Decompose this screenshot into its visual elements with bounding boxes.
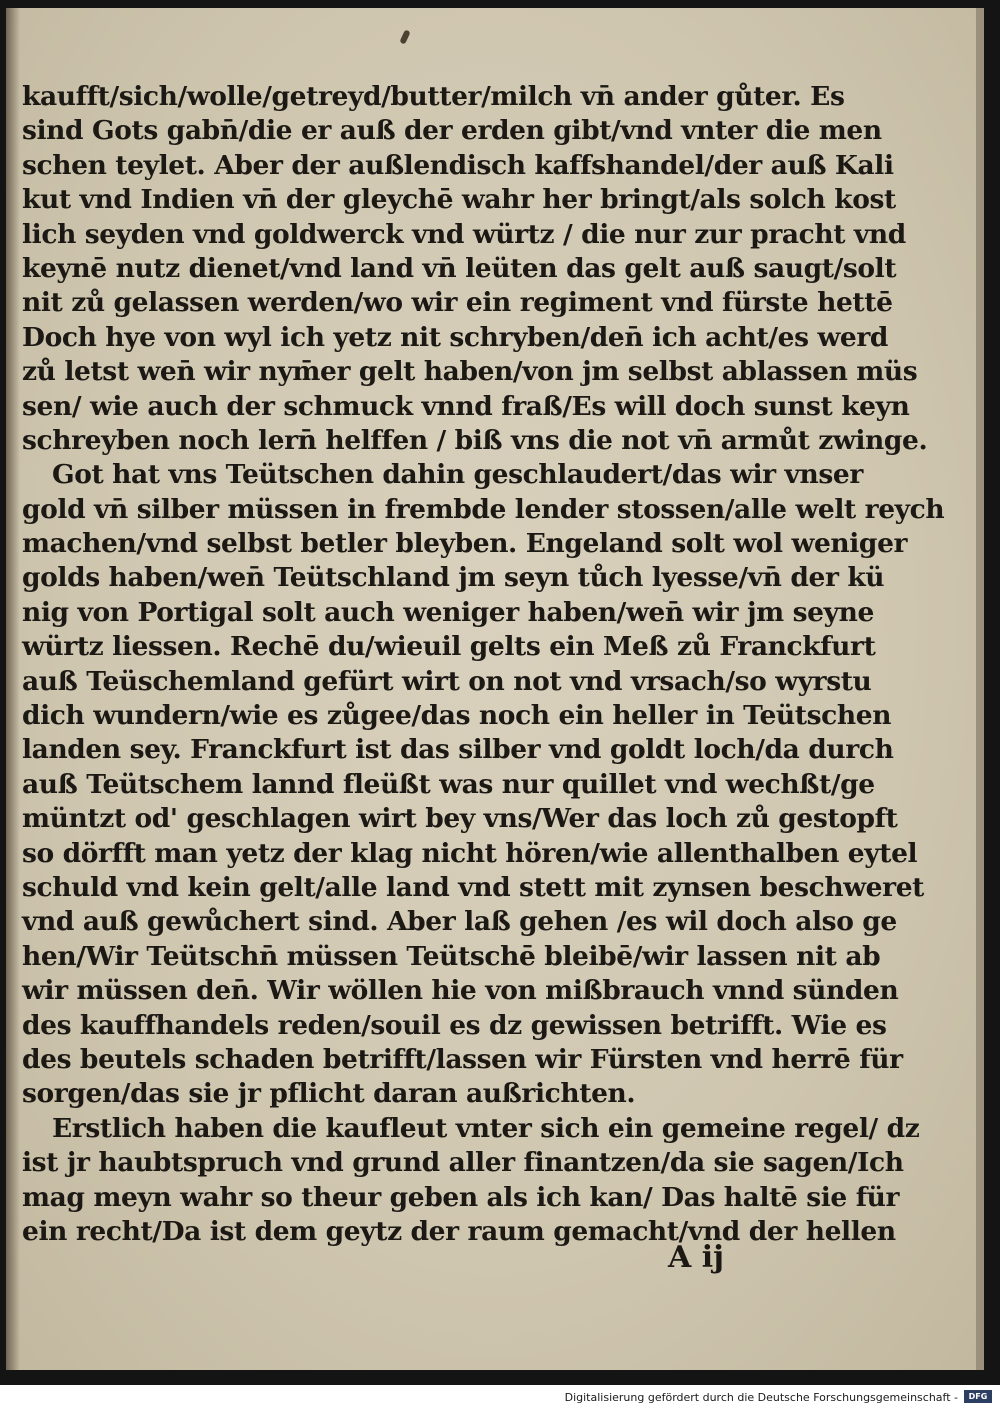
- text-line: schreyben noch lern̄ helffen / biß vns die not vn̄ armůt zwinge.: [22, 424, 928, 456]
- text-line: des beutels schaden betrifft/lassen wir Fürsten vnd herrē für: [22, 1043, 903, 1075]
- text-line: golds haben/wen̄ Teütschland jm seyn tůch lyesse/vn̄ der kü: [22, 562, 885, 594]
- text-line: machen/vnd selbst betler bleyben. Engeland solt wol weniger: [22, 528, 908, 560]
- signature-mark: A ij: [668, 1240, 724, 1275]
- text-line: Erstlich haben die kaufleut vnter sich ein gemeine regel/ dz: [52, 1112, 920, 1144]
- text-line: landen sey. Franckfurt ist das silber vnd goldt loch/da durch: [22, 734, 894, 766]
- text-line: nig von Portigal solt auch weniger haben/wen̄ wir jm seyne: [22, 596, 874, 628]
- text-line: ein recht/Da ist dem geytz der raum gemacht/vnd der hellen: [22, 1215, 896, 1247]
- text-line: lich seyden vnd goldwerck vnd würtz / die nur zur pracht vnd: [22, 218, 906, 250]
- footer-bar: [0, 1385, 1000, 1409]
- page-gutter-shadow: [6, 8, 20, 1370]
- text-line: sind Gots gabn̄/die er auß der erden gibt/vnd vnter die men: [22, 115, 882, 147]
- text-line: nit zů gelassen werden/wo wir ein regiment vnd fürste hettē: [22, 287, 893, 319]
- text-line: dich wundern/wie es zůgee/das noch ein heller in Teütschen: [22, 700, 892, 732]
- page-text: [22, 80, 945, 1249]
- text-line: auß Teüschemland gefürt wirt on not vnd vrsach/so wyrstu: [22, 665, 872, 697]
- text-line: sorgen/das sie jr pflicht daran außrichten.: [22, 1078, 636, 1110]
- text-line: würtz liessen. Rechē du/wieuil gelts ein Meß zů Franckfurt: [22, 631, 876, 663]
- ink-blot: [399, 29, 410, 44]
- dfg-logo: DFG: [964, 1390, 992, 1403]
- text-line: keynē nutz dienet/vnd land vn̄ leüten das gelt auß saugt/solt: [22, 252, 897, 284]
- text-line: mag meyn wahr so theur geben als ich kan/ Das haltē sie für: [22, 1181, 900, 1213]
- text-line: schuld vnd kein gelt/alle land vnd stett mit zynsen beschweret: [22, 871, 924, 903]
- text-line: schen teylet. Aber der außlendisch kaffshandel/der auß Kali: [22, 149, 894, 181]
- text-line: Doch hye von wyl ich yetz nit schryben/den̄ ich acht/es werd: [22, 321, 889, 353]
- text-line: kut vnd Indien vn̄ der gleychē wahr her bringt/als solch kost: [22, 184, 896, 216]
- funding-credit: Digitalisierung gefördert durch die Deutsche Forschungsgemeinschaft -: [564, 1391, 958, 1404]
- text-line: müntzt od' geschlagen wirt bey vns/Wer das loch zů gestopft: [22, 803, 898, 835]
- text-line: ist jr haubtspruch vnd grund aller finantzen/da sie sagen/Ich: [22, 1147, 904, 1179]
- text-line: wir müssen den̄. Wir wöllen hie von mißbrauch vnnd sünden: [22, 975, 899, 1007]
- text-line: hen/Wir Teütschn̄ müssen Teütschē bleibē/wir lassen nit ab: [22, 940, 881, 972]
- text-line: vnd auß gewůchert sind. Aber laß gehen /es wil doch also ge: [22, 906, 897, 938]
- text-line: gold vn̄ silber müssen in frembde lender stossen/alle welt reych: [22, 493, 945, 525]
- text-line: so dörfft man yetz der klag nicht hören/wie allenthalben eytel: [22, 837, 918, 869]
- text-line: zů letst wen̄ wir nym̄er gelt haben/von jm selbst ablassen müs: [22, 356, 918, 388]
- text-line: Got hat vns Teütschen dahin geschlaudert/das wir vnser: [52, 459, 863, 491]
- text-line: auß Teütschem lannd fleüßt was nur quillet vnd wechßt/ge: [22, 768, 875, 800]
- text-line: des kauffhandels reden/souil es dz gewissen betrifft. Wie es: [22, 1009, 887, 1041]
- book-page: [6, 8, 984, 1370]
- text-line: sen/ wie auch der schmuck vnnd fraß/Es will doch sunst keyn: [22, 390, 910, 422]
- text-line: kaufft/sich/wolle/getreyd/butter/milch vn̄ ander gůter. Es: [22, 81, 845, 112]
